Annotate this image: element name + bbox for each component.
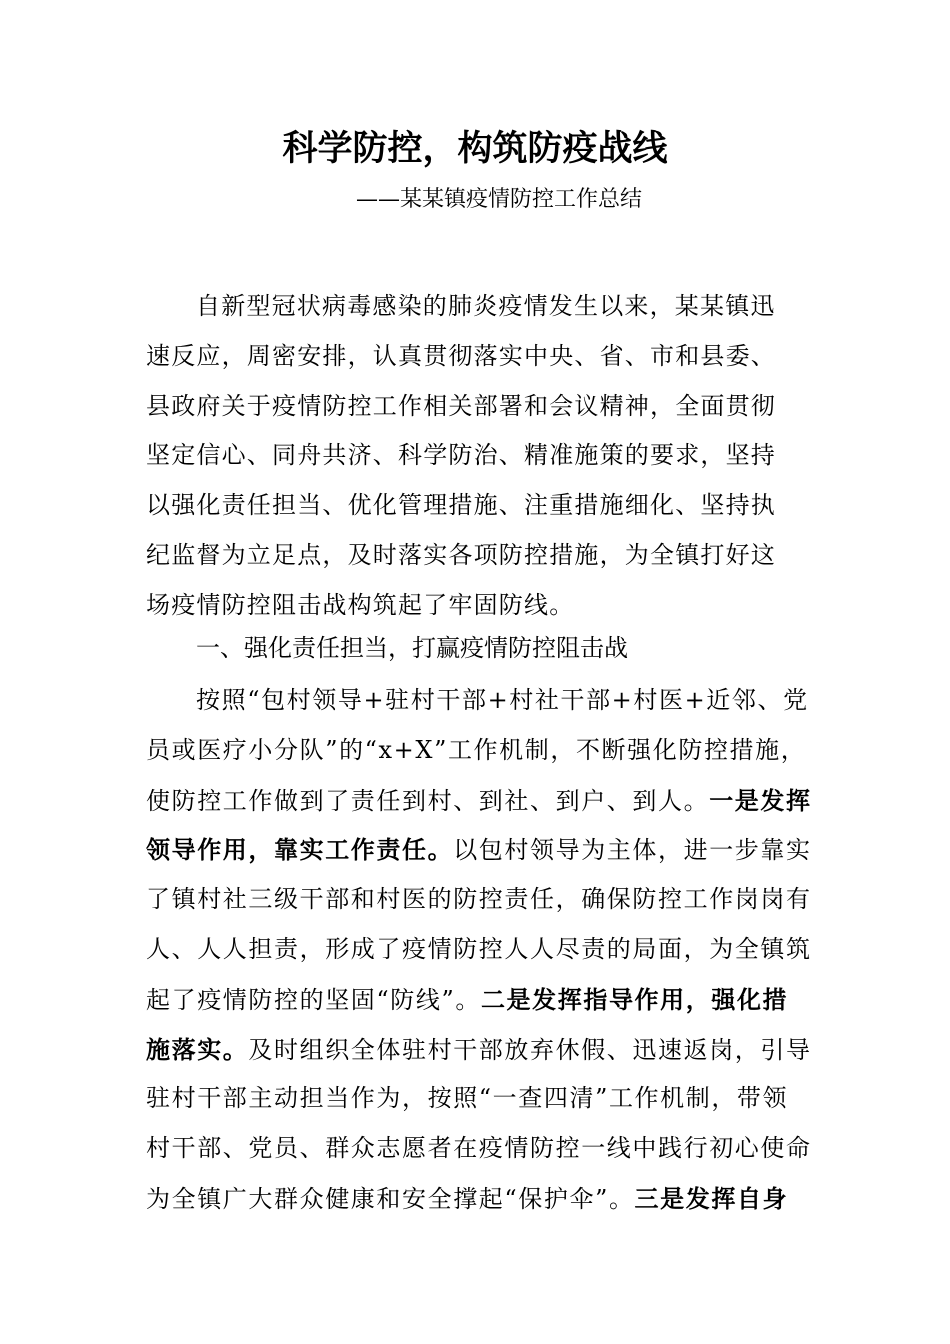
body-line: 村干部、党员、群众志愿者在疫情防控一线中践行初心使命 — [146, 1134, 812, 1163]
body-text: 使防控工作做到了责任到村、到社、到户、到人。 — [146, 786, 710, 815]
body-line — [146, 975, 810, 1025]
body-line — [146, 1174, 810, 1224]
body-text: 为全镇广大群众健康和安全撑起“保护伞”。 — [146, 1184, 635, 1213]
body-line — [146, 1025, 810, 1075]
intro-line: 场疫情防控阻击战构筑起了牢固防线。 — [146, 590, 575, 619]
intro-line: 坚定信心、同舟共济、科学防治、精准施策的要求，坚持 — [146, 441, 776, 470]
intro-line: 以强化责任担当、优化管理措施、注重措施细化、坚持执 — [146, 491, 776, 520]
body-line: 按照“包村领导+驻村干部+村社干部+村医+近邻、党 — [196, 686, 809, 714]
body-text: 起了疫情防控的坚固“防线”。 — [146, 985, 481, 1014]
body-text: 以包村领导为主体，进一步靠实 — [453, 836, 812, 865]
intro-line: 速反应，周密安排，认真贯彻落实中央、省、市和县委、 — [146, 341, 776, 370]
body-bold-text: 施落实。 — [146, 1034, 249, 1064]
intro-line: 纪监督为立足点，及时落实各项防控措施，为全镇打好这 — [146, 540, 776, 569]
intro-paragraph — [146, 282, 786, 631]
body-line — [146, 825, 810, 875]
body-line: 员或医疗小分队”的“x+X”工作机制，不断强化防控措施， — [146, 735, 807, 764]
intro-line: 自新型冠状病毒感染的肺炎疫情发生以来，某某镇迅 — [196, 292, 776, 320]
intro-line: 县政府关于疫情防控工作相关部署和会议精神，全面贯彻 — [146, 391, 776, 420]
body-bold-text: 二是发挥指导作用，强化措 — [480, 984, 789, 1014]
document-title: 科学防控，构筑防疫战线 — [282, 128, 668, 169]
body-bold-text: 三是发挥自身 — [634, 1183, 789, 1213]
body-line: 了镇村社三级干部和村医的防控责任，确保防控工作岗岗有 — [146, 885, 812, 914]
section-body-paragraph — [146, 676, 810, 1224]
document-subtitle: ——某某镇疫情防控工作总结 — [355, 187, 642, 212]
body-bold-text: 领导作用，靠实工作责任。 — [146, 835, 454, 865]
body-bold-text: 一是发挥 — [709, 785, 812, 815]
body-line: 人、人人担责，形成了疫情防控人人尽责的局面，为全镇筑 — [146, 934, 812, 963]
body-line — [146, 776, 810, 826]
body-line: 驻村干部主动担当作为，按照“一查四清”工作机制，带领 — [146, 1084, 789, 1113]
body-text: 及时组织全体驻村干部放弃休假、迅速返岗，引导 — [248, 1035, 812, 1064]
section-heading: 一、强化责任担当，打赢疫情防控阻击战 — [196, 634, 628, 662]
